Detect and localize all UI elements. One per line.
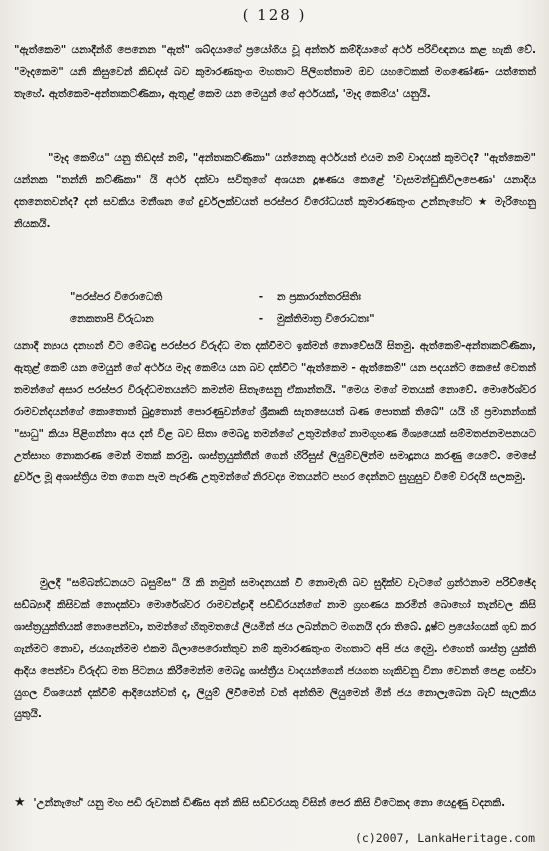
footnote-text: 'උන්නැහේ' යනු මහ පඩි රුවනක් ඩිණිස අන් කිසි සඩ්වරයකු විසින් පෙර කිසි විටෙකද නො යෙදුණු වදනකි. — [33, 797, 506, 809]
star-icon: ★ — [14, 795, 26, 810]
copyright-notice: (c)2007, LankaHeritage.com — [354, 831, 535, 845]
quote-line-1-right: න ප්‍රකාරාන්තරසිතිඃ — [277, 291, 361, 303]
quote-line-1-left: "පරස්පර විරොධෙති — [70, 291, 163, 303]
quote-line-1 — [70, 286, 510, 308]
sanskrit-quote — [70, 286, 510, 330]
footnote — [14, 792, 536, 814]
quote-line-2-right: මුක්තිමාත්‍ර විරොධතඃ" — [277, 313, 375, 325]
quote-line-2-left: නෙකතාපි විරුධාන — [70, 313, 154, 325]
quote-line-2-dash: - — [258, 313, 264, 325]
paragraph-3: යනාදී න්‍යාය දනහන් වීට මේබඳු පරස්පර විරුද්ධ මත දක්වීමට ඉක්මන් නොවේසයි සිතමු. ඇත්කෙම්-අන්තඃකට්ණිකා, ඇතුළ් කෙම් යන මෙයුන් ගේ අර්ථය මෑද කෙම්ය යන බව දක්වීට "ඇත්කෙම - ඇත්කෙම්" යන පදයන්ට කෙසේ වෙතන් තමන්ගේ අසාර පරස්පර විරුද්ධමතයන්ට කමන්ම සිතැසෙනු ඒකාන්තයි. "මෙය මගේ මතයක් නොවේ. මොරේශ්වර රාමවන්දයන්ගේ කොතොත් බුදුතොන් පොරණුවන්ගේ ශ්‍රීකෘකි සැතසෙයත් බණ පොතක් තිබේ" යයි හි ප්‍රමානන්ගක් "සාධු" කියා පිළිගන්නා අය දන් විළ බව සිතා මෙබදු තමන්ගේ උතුමන්ගේ නාමගුහණ මිශ්‍යයෙක් සම්මතජනමපනයට උත්සාහ නොකරණ මෙන් මතක් කරමු. ශාස්ත්‍රයුක්තීන් ගෙන් හිරිසුස් ලියුම්වලින්ම සමාදූනය කරණු යෙටේ. මෙසේ දුර්වල මූ අශාස්ත්‍රිය මත ගෙන පැම පැරණි උතුමන්ගේ නිරවද්‍ය මතයන්ට පහර දෙන්නට සුහුසුව විමේ වරදයි සලකමු. — [14, 340, 536, 484]
paragraph-1: "ඇත්කෙම" යනාදීන්ගි පෙනෙන "ඇත්" ශබ්දයාගේ ප්‍රයෝගිය වූ අන්තර් කම්දියාගේ අර්ථ පරිවිඥනය කළ හැකි වේ. "මෑදකෙම" යනි කිසුවෙන් කිඩදස් බව කුමාරණතුංග මහතාට පිලිගත්තාම ඔව යහටෙකක් මගණෝණ- යත්තෙත් තැහේ. ඇත්කෙම-අන්තඃකට්ණිකා, ඇතුළ් කෙම යන මෙයුන් ගේ අර්ථයක්, 'මෑද කෙම්ය' යනුයි. — [14, 44, 536, 100]
page-number: ( 128 ) — [242, 6, 307, 24]
quote-line-1-dash: - — [258, 291, 264, 303]
quote-line-2 — [70, 308, 510, 330]
paragraph-2: "මෑද කෙම්ය" යනු තිඩදස් නම්, "අන්තඃකට්ණිකා" යන්නෙකු අර්ථයත් එයම නම් වාදයක් කුමටද? "ඇත්කෙම" යන්නක "තන්නි කට්ණිකා" යි අර්ථ දක්වා සවිතුගේ අශයන දූෂණය කෙළේ 'වැසමන්ඩුකිවිලපෙණා' යනාදිය දතනෙතවන්ද? දන් සවකිය මනීශන ගේ දුර්වලක්වයත් පරස්පර විරෝධයත් කුමාරණතුංග උන්නැහේට ★ මැරිහෙනු නියකයි. — [14, 152, 536, 230]
paragraph-4: මුලදී "සම්බන්ධනයට බසුම්ස" යි කි නමුත් සමාදනයක් වී නොමැති බව සුදික්ව වැටගේ ග්‍රන්ථනාම පරිච්ඡේද සඩ්ඛ්‍යාදී කිසිවක් නොදක්වා මොරේශ්වර රාමවන්ද්‍රාදී පඩ්ඩිරයන්ගේ නාම ග්‍රහණය කරමින් බොහෝ තැන්වල කිසි ශාස්ත්‍රයුක්තියක් නොපෙන්වා, තමන්ගේ හිතුමතයේ ලියමින් ජය ලබන්නට මගනයි දරා තිබේ. දූෂ්ට ප්‍රයෝගයක් ගුඩ කර ගැන්මට නොව, ජයගැන්මම එකම බිලාපෙරොත්තුව නම් කුමාරණතුංග මහතාට අපි ජය දෙමු. එහෙත් ශාස්ත්‍ර යුක්ති ආදිය පෙන්වා විරුද්ධ මත පිටනය කිරීමෙන්ම මෙබදු ශාස්ත්‍රීය වාදයන්ගෙන් ජයගත හැකිවනු විනා වෙනත් පෙළ ගස්වා යුගල විශයෙන් දක්වීම් ආදියෙන්වත් ද, ලියුම් ලිවීමෙන් වත් අන්තිම ලියුමෙන් මින් ජය නොලැබෙන බැව් සැලකිය යුතුයි. — [14, 577, 536, 721]
